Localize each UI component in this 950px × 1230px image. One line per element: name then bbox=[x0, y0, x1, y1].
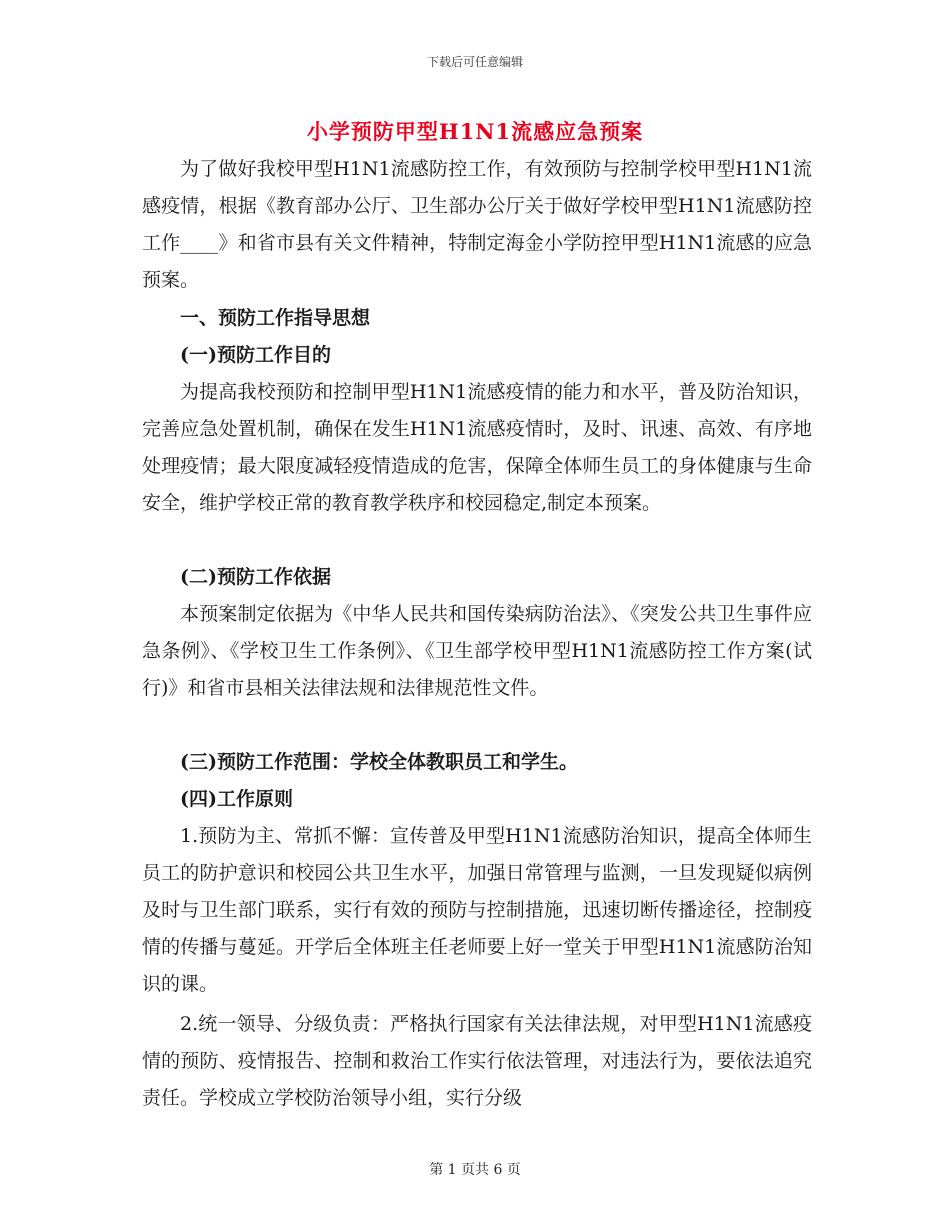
section-heading-1: 一、预防工作指导思想 bbox=[180, 307, 371, 329]
subsection-heading-2: (二)预防工作依据 bbox=[180, 566, 331, 588]
subsection-heading-4: (四)工作原则 bbox=[180, 788, 293, 810]
subsection-heading-3: (三)预防工作范围：学校全体教职员工和学生。 bbox=[180, 751, 578, 773]
principle-1-paragraph: 1.预防为主、常抓不懈：宣传普及甲型H1N1流感防治知识，提高全体师生员工的防护意识和校园公共卫生水平，加强日常管理与监测，一旦发现疑似病例及时与卫生部门联系，实行有效的预防与控制措施，迅速切断传播途径，控制疫情的传播与蔓延。开学后全体班主任老师要上好一堂关于甲型H1N1流感防治知识的课。 bbox=[142, 825, 812, 995]
subsection-heading-1: (一)预防工作目的 bbox=[180, 344, 331, 366]
subsection-text-1: 为提高我校预防和控制甲型H1N1流感疫情的能力和水平，普及防治知识，完善应急处置机制，确保在发生H1N1流感疫情时，及时、讯速、高效、有序地处理疫情；最大限度减轻疫情造成的危害，保障全体师生员工的身体健康与生命安全，维护学校正常的教育教学秩序和校园稳定,制定本预案。 bbox=[142, 381, 812, 514]
page-footer: 第 1 页共 6 页 bbox=[429, 1162, 521, 1178]
page-header: 下载后可任意编辑 bbox=[426, 55, 523, 69]
document-title: 小学预防甲型H1N1流感应急预案 bbox=[306, 119, 644, 144]
principle-2-paragraph: 2.统一领导、分级负责：严格执行国家有关法律法规，对甲型H1N1流感疫情的预防、疫情报告、控制和救治工作实行依法管理，对违法行为，要依法追究责任。学校成立学校防治领导小组，实行分级 bbox=[142, 1013, 812, 1109]
intro-paragraph: 为了做好我校甲型H1N1流感防控工作，有效预防与控制学校甲型H1N1流感疫情，根据《教育部办公厅、卫生部办公厅关于做好学校甲型H1N1流感防控工作____》和省市县有关文件精神，特制定海金小学防控甲型H1N1流感的应急预案。 bbox=[142, 158, 812, 291]
subsection-text-2: 本预案制定依据为《中华人民共和国传染病防治法》、《突发公共卫生事件应急条例》、《学校卫生工作条例》、《卫生部学校甲型H1N1流感防控工作方案(试行)》和省市县相关法律法规和法律规范性文件。 bbox=[142, 603, 812, 699]
